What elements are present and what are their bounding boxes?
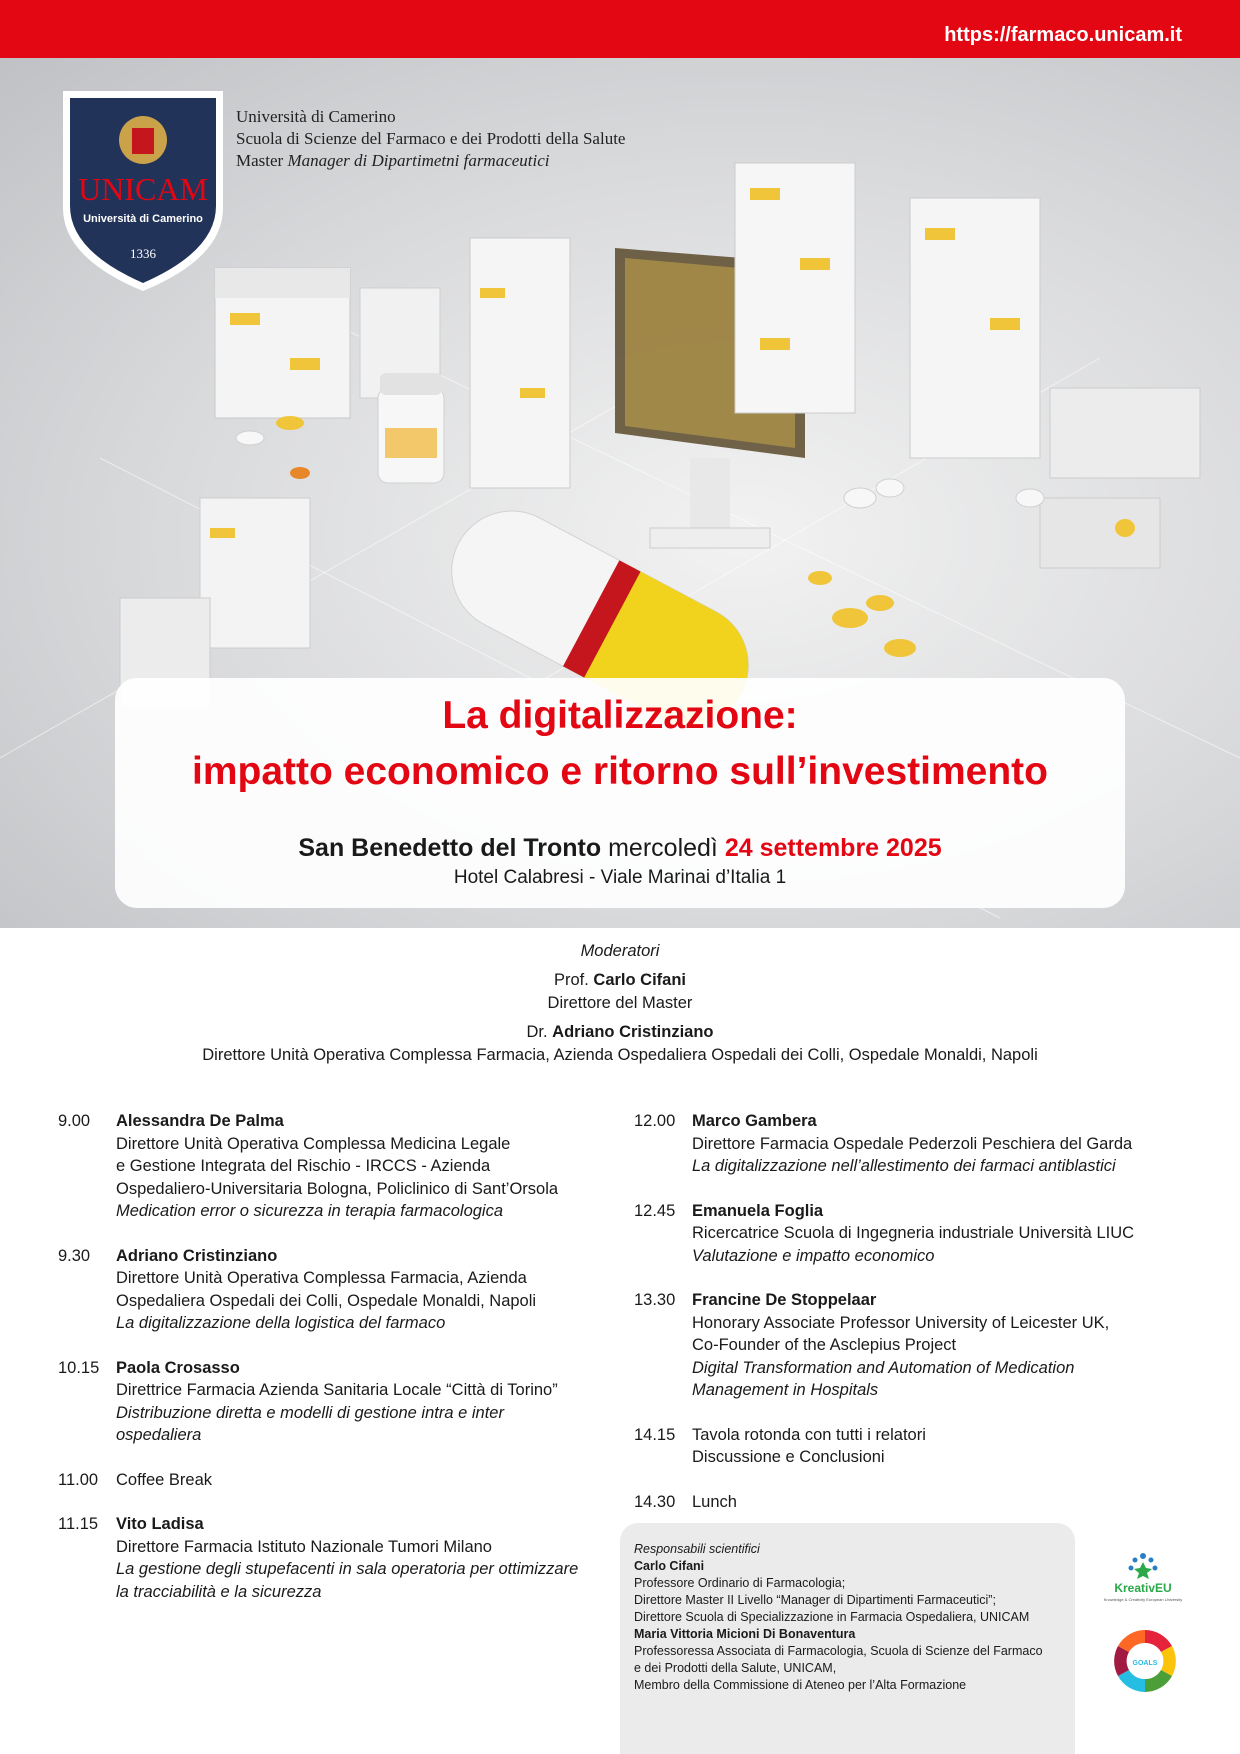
program-item [634,1110,1194,1178]
institution-line-2: Scuola di Scienze del Farmaco e dei Prodotti della Salute [236,129,626,148]
program-details [692,1491,1194,1514]
logo-wordmark: UNICAM [78,171,208,207]
program-item [58,1357,608,1447]
master-prefix: Master [236,151,284,170]
program-time: 13.30 [634,1291,676,1309]
talk-topic: La digitalizzazione nell’allestimento dei farmaci antiblastici [692,1157,1116,1175]
moderator-1 [0,969,1240,992]
event-venue: Hotel Calabresi - Viale Marinai d’Italia 1 [453,867,787,888]
talk-topic: La gestione degli stupefacenti in sala operatoria per ottimizzare [116,1560,579,1578]
speaker-role: Discussione e Conclusioni [692,1448,885,1466]
speaker-name: Alessandra De Palma [116,1112,284,1130]
program-details [116,1110,608,1223]
scientific-person-1-line: Direttore Scuola di Specializzazione in Farmacia Ospedaliera, UNICAM [634,1610,1030,1624]
speaker-role: Honorary Associate Professor University of Leicester UK, [692,1313,1110,1332]
logo-subtitle: Università di Camerino [83,213,203,225]
moderators-label: Moderatori [580,942,660,960]
moderator-2-title: Dr. [526,1023,548,1041]
scientific-person-1-line: Professore Ordinario di Farmacologia; [634,1576,846,1590]
speaker-role: Ospedaliera Ospedali dei Colli, Ospedale Monaldi, Napoli [116,1291,537,1310]
institution-line-1: Università di Camerino [236,107,396,126]
speaker-role: Direttore Unità Operativa Complessa Medicina Legale [116,1134,511,1153]
program-item [58,1245,608,1335]
speaker-role: Co-Founder of the Asclepius Project [692,1336,957,1354]
moderator-2-role: Direttore Unità Operativa Complessa Farmacia, Azienda Ospedaliera Ospedali dei Colli, Ospedale Monaldi, Napoli [202,1046,1038,1064]
speaker-name: Adriano Cristinziano [116,1246,278,1265]
speaker-role: e Gestione Integrata del Rischio - IRCCS - Azienda [116,1157,491,1175]
talk-topic: ospedaliera [116,1426,202,1444]
talk-topic: Digital Transformation and Automation of Medication [692,1358,1075,1377]
talk-topic: Distribuzione diretta e modelli di gestione intra e inter [116,1403,504,1422]
program-details [116,1357,608,1447]
master-name: Manager di Dipartimetni farmaceutici [287,151,550,170]
talk-topic: La digitalizzazione della logistica del farmaco [116,1314,446,1332]
moderators-section [0,940,1240,1067]
speaker-role: Direttore Farmacia Istituto Nazionale Tumori Milano [116,1537,492,1556]
speaker-role: Direttore Unità Operativa Complessa Farmacia, Azienda [116,1269,527,1287]
program-details [116,1469,608,1492]
program-item [58,1469,608,1492]
institution-block [236,106,625,172]
unicam-shield-logo [60,88,226,294]
talk-topic: Valutazione e impatto economico [692,1246,935,1265]
website-link[interactable]: https://farmaco.unicam.it [944,24,1182,46]
program-time: 11.15 [58,1515,99,1533]
program-details [116,1513,608,1603]
program-item [634,1491,1194,1514]
program-time: 14.30 [634,1492,676,1511]
event-title-card [115,678,1125,908]
program-time: 12.45 [634,1201,676,1220]
event-weekday: mercoledì [608,834,718,862]
scientific-committee [620,1523,1075,1754]
speaker-name: Vito Ladisa [116,1515,204,1533]
talk-topic: Management in Hospitals [692,1381,879,1399]
sdg-label: GOALS [1132,1660,1158,1667]
program-left-column [58,1110,608,1625]
program-item [634,1424,1194,1469]
sdg-wheel-logo [1112,1628,1178,1694]
kreativeu-tagline: Knowledge & Creativity European University [1103,1597,1183,1602]
program-item [634,1200,1194,1268]
speaker-role: Lunch [692,1492,737,1511]
event-city: San Benedetto del Tronto [298,834,602,862]
program-item [58,1110,608,1223]
scientific-person-1: Carlo Cifani [634,1559,705,1573]
scientific-person-2-line: Membro della Commissione di Ateneo per l’Alta Formazione [634,1678,967,1692]
program-details [692,1200,1194,1268]
program-time: 9.00 [58,1112,91,1130]
program-time: 9.30 [58,1246,91,1265]
speaker-name: Francine De Stoppelaar [692,1291,877,1309]
event-title [115,678,1125,800]
program-item [634,1289,1194,1402]
program-item [58,1513,608,1603]
speaker-role: Tavola rotonda con tutti i relatori [692,1425,926,1444]
speaker-role: Direttore Farmacia Ospedale Pederzoli Peschiera del Garda [692,1134,1133,1153]
speaker-role: Ospedaliero-Universitaria Bologna, Policlinico di Sant’Orsola [116,1179,559,1198]
moderator-2-name: Adriano Cristinziano [552,1023,714,1041]
kreativeu-wordmark: KreativEU [1114,1581,1172,1595]
moderator-1-title: Prof. [553,971,589,989]
speaker-name: Paola Crosasso [116,1358,240,1377]
speaker-name: Emanuela Foglia [692,1201,824,1220]
institution-line-3 [236,150,625,172]
program-time: 10.15 [58,1358,100,1377]
moderator-1-name: Carlo Cifani [593,971,687,989]
speaker-role: Coffee Break [116,1470,213,1489]
scientific-person-2-line: e dei Prodotti della Salute, UNICAM, [634,1661,837,1675]
scientific-person-1-line: Direttore Master II Livello “Manager di Dipartimenti Farmaceutici”; [634,1593,996,1607]
speaker-role: Direttrice Farmacia Azienda Sanitaria Locale “Città di Torino” [116,1381,558,1399]
moderator-2 [0,1021,1240,1044]
scientific-label: Responsabili scientifici [634,1542,760,1556]
title-line-2: impatto economico e ritorno sull’investimento [192,750,1048,793]
event-date: 24 settembre 2025 [724,834,942,862]
top-banner [0,0,1240,58]
scientific-person-2: Maria Vittoria Micioni Di Bonaventura [634,1627,856,1641]
scientific-person-2-line: Professoressa Associata di Farmacologia, Scuola di Scienze del Farmaco [634,1644,1043,1658]
logo-year: 1336 [130,246,156,261]
speaker-role: Ricercatrice Scuola di Ingegneria industriale Università LIUC [692,1224,1135,1242]
program-details [692,1289,1194,1402]
program-right-column [634,1110,1194,1535]
talk-topic: la tracciabilità e la sicurezza [116,1582,322,1601]
program-details [692,1110,1194,1178]
kreativeu-logo [1103,1550,1183,1608]
talk-topic: Medication error o sicurezza in terapia farmacologica [116,1202,504,1220]
program-time: 11.00 [58,1470,99,1489]
moderator-1-role: Direttore del Master [547,994,693,1012]
speaker-name: Marco Gambera [692,1112,817,1130]
program-details [692,1424,1194,1469]
program-details [116,1245,608,1335]
program-time: 12.00 [634,1112,676,1130]
program-time: 14.15 [634,1425,676,1444]
title-line-1: La digitalizzazione: [442,694,798,737]
event-place-date [115,834,1125,863]
